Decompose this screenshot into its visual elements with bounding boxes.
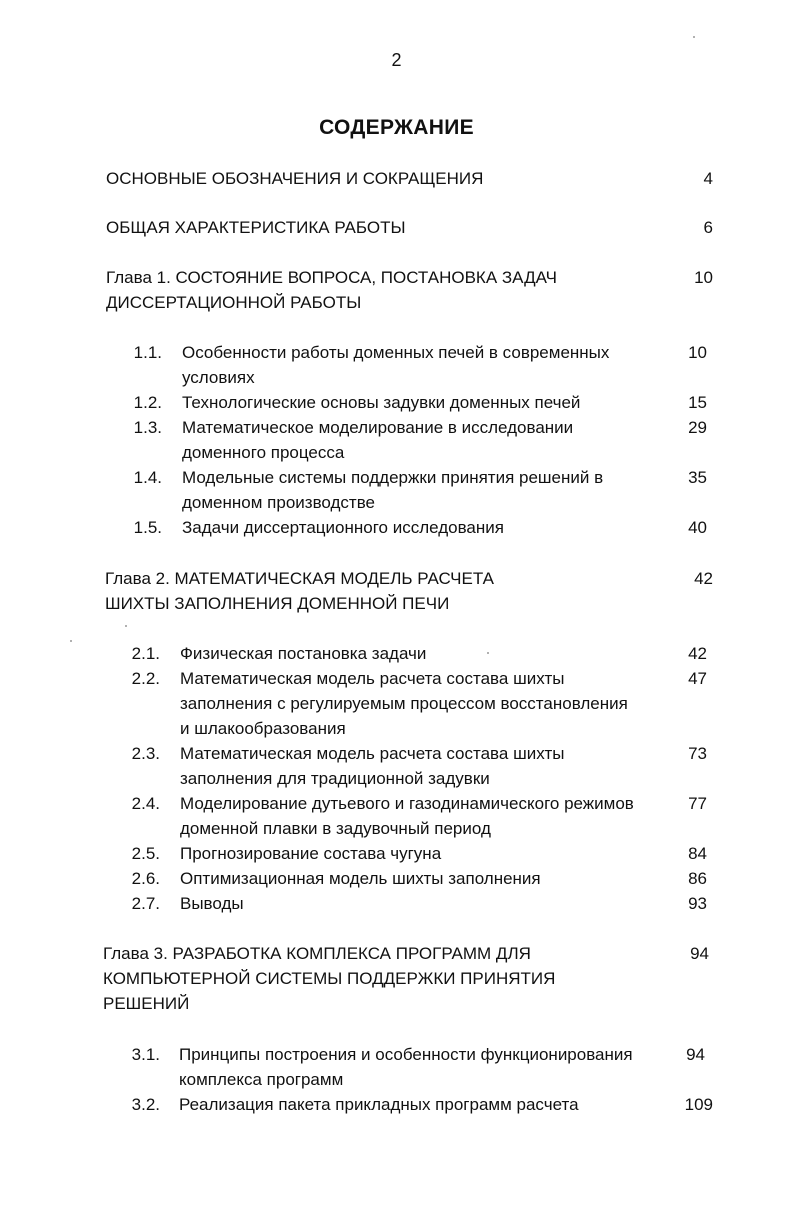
section-number: 2.3. xyxy=(131,744,160,763)
section-title-line: Физическая постановка задачи xyxy=(180,644,427,663)
section-title-line: заполнения с регулируемым процессом восстановления xyxy=(180,694,628,713)
chapter-title xyxy=(105,566,665,616)
section-number: 1.1. xyxy=(133,343,162,362)
toc-page-number: 42 xyxy=(694,569,713,588)
toc-page-number: 84 xyxy=(688,844,707,863)
section-title-line: Реализация пакета прикладных программ расчета xyxy=(179,1095,579,1114)
toc-page-number: 4 xyxy=(703,169,713,188)
scan-speck xyxy=(693,36,695,38)
page-number: 2 xyxy=(391,50,402,70)
section-number: 2.4. xyxy=(131,794,160,813)
chapter-title-line: ДИССЕРТАЦИОННОЙ РАБОТЫ xyxy=(106,293,362,312)
section-title-line: доменной плавки в задувочный период xyxy=(180,819,491,838)
section-title-line: условиях xyxy=(182,368,255,387)
section-title-line: Оптимизационная модель шихты заполнения xyxy=(180,869,541,888)
section-number: 2.5. xyxy=(131,844,160,863)
chapter-title-line: ШИХТЫ ЗАПОЛНЕНИЯ ДОМЕННОЙ ПЕЧИ xyxy=(105,594,450,613)
section-number: 2.7. xyxy=(131,894,160,913)
section-number: 1.3. xyxy=(133,418,162,437)
toc-page-number: 10 xyxy=(688,343,707,362)
section-number: 2.2. xyxy=(131,669,160,688)
toc-page-number: 109 xyxy=(684,1095,713,1114)
toc-page-number: 29 xyxy=(688,418,707,437)
chapter-title-line: РЕШЕНИЙ xyxy=(103,994,190,1013)
chapter-title-line: Глава 1. СОСТОЯНИЕ ВОПРОСА, ПОСТАНОВКА ЗАДАЧ xyxy=(106,268,557,287)
section-number: 1.2. xyxy=(133,393,162,412)
chapter-title-line: КОМПЬЮТЕРНОЙ СИСТЕМЫ ПОДДЕРЖКИ ПРИНЯТИЯ xyxy=(103,969,556,988)
toc-page-number: 94 xyxy=(686,1045,705,1064)
page-title: СОДЕРЖАНИЕ xyxy=(319,116,474,139)
chapter-title xyxy=(103,941,663,1016)
section-title-line: Особенности работы доменных печей в современных xyxy=(182,343,610,362)
section-title-line: Математическое моделирование в исследовании xyxy=(182,418,574,437)
chapter-title-line: Глава 3. РАЗРАБОТКА КОМПЛЕКСА ПРОГРАММ ДЛЯ xyxy=(103,944,531,963)
toc-page-number: 47 xyxy=(688,669,707,688)
toc-page-number: 35 xyxy=(688,468,707,487)
section-title-line: Математическая модель расчета состава шихты xyxy=(180,744,565,763)
scan-speck xyxy=(487,652,489,654)
section-number: 3.1. xyxy=(131,1045,160,1064)
toc-page-number: 93 xyxy=(688,894,707,913)
section-number: 1.4. xyxy=(133,468,162,487)
section-title-line: Модельные системы поддержки принятия решений в xyxy=(182,468,604,487)
scan-speck xyxy=(70,640,72,642)
scan-speck xyxy=(125,625,127,627)
section-title-line: Выводы xyxy=(180,894,244,913)
toc-page-number: 73 xyxy=(688,744,707,763)
section-title-line: Математическая модель расчета состава шихты xyxy=(180,669,565,688)
section-number: 2.1. xyxy=(131,644,160,663)
toc-page-number: 42 xyxy=(688,644,707,663)
section-title-line: и шлакообразования xyxy=(180,719,346,738)
toc-page-number: 77 xyxy=(688,794,707,813)
section-title-line: Прогнозирование состава чугуна xyxy=(180,844,442,863)
toc-entry-text: ОСНОВНЫЕ ОБОЗНАЧЕНИЯ И СОКРАЩЕНИЯ xyxy=(106,169,484,188)
toc-page-number: 86 xyxy=(688,869,707,888)
toc-page-number: 40 xyxy=(688,518,707,537)
section-number: 2.6. xyxy=(131,869,160,888)
section-number: 3.2. xyxy=(131,1095,160,1114)
section-title-line: доменного процесса xyxy=(182,443,345,462)
section-title-line: комплекса программ xyxy=(179,1070,344,1089)
toc-entry-text: ОБЩАЯ ХАРАКТЕРИСТИКА РАБОТЫ xyxy=(106,218,406,237)
chapter-title xyxy=(106,265,666,315)
section-title-line: заполнения для традиционной задувки xyxy=(180,769,490,788)
toc-page-number: 15 xyxy=(688,393,707,412)
toc-page-number: 10 xyxy=(694,268,713,287)
chapter-title-line: Глава 2. МАТЕМАТИЧЕСКАЯ МОДЕЛЬ РАСЧЕТА xyxy=(105,569,495,588)
toc-page-number: 6 xyxy=(703,218,713,237)
section-title-line: Принципы построения и особенности функционирования xyxy=(179,1045,633,1064)
section-title-line: Технологические основы задувки доменных печей xyxy=(182,393,581,412)
section-title-line: Задачи диссертационного исследования xyxy=(182,518,504,537)
section-title-line: Моделирование дутьевого и газодинамического режимов xyxy=(180,794,634,813)
section-number: 1.5. xyxy=(133,518,162,537)
toc-page-number: 94 xyxy=(690,944,709,963)
section-title-line: доменном производстве xyxy=(182,493,375,512)
